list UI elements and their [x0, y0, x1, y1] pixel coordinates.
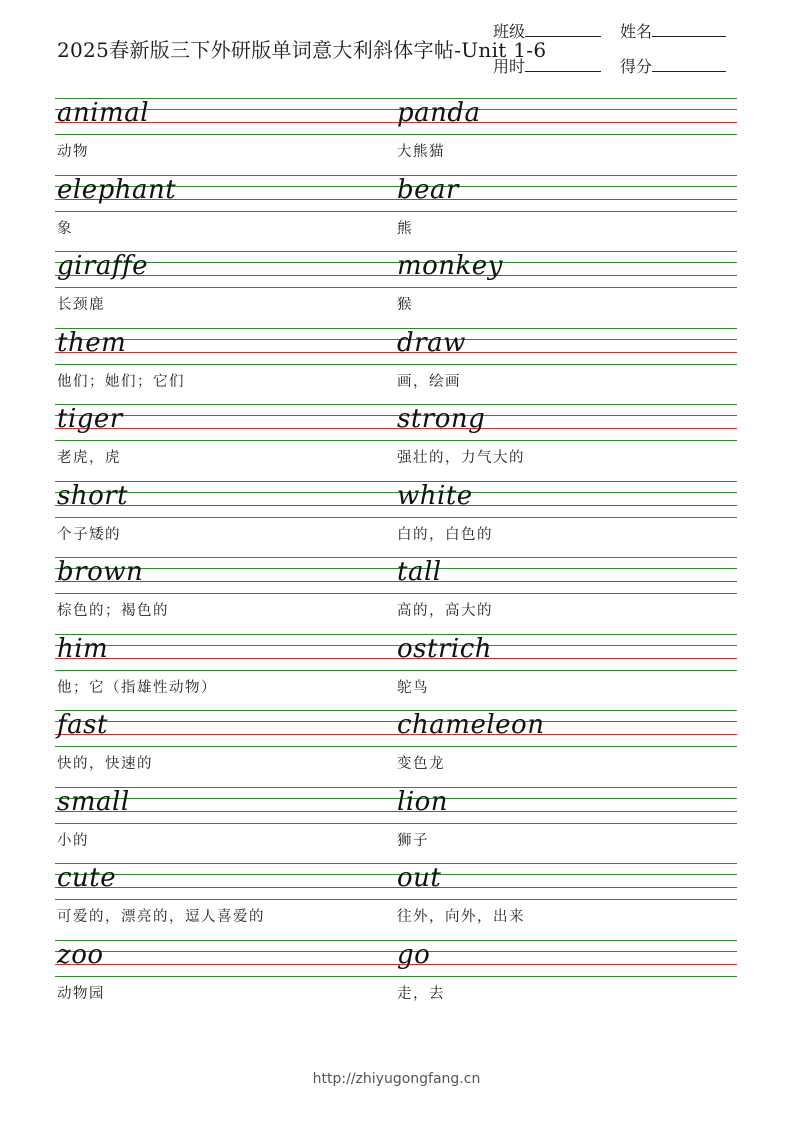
chinese-meaning: 猴 [397, 297, 413, 313]
english-word: him [57, 633, 109, 664]
practice-row [55, 708, 737, 785]
practice-row [55, 938, 737, 1015]
chinese-meaning: 画，绘画 [397, 373, 461, 390]
chinese-meaning: 走，去 [397, 985, 445, 1002]
class-blank[interactable] [525, 35, 601, 37]
practice-row [55, 632, 737, 709]
name-field [620, 19, 726, 42]
name-label: 姓名 [620, 22, 653, 41]
english-word: white [397, 480, 473, 511]
practice-row [55, 249, 737, 326]
chinese-meaning: 狮子 [397, 832, 429, 849]
practice-row [55, 555, 737, 632]
score-label: 得分 [620, 57, 653, 76]
english-word: monkey [397, 251, 503, 281]
english-word: animal [57, 98, 150, 128]
chinese-meaning: 变色龙 [397, 756, 445, 772]
english-word: strong [397, 404, 486, 434]
english-word: chameleon [397, 710, 545, 740]
chinese-meaning: 鸵鸟 [397, 679, 429, 696]
english-word: zoo [57, 939, 104, 970]
chinese-meaning: 大熊猫 [397, 144, 445, 160]
english-word: draw [397, 327, 466, 358]
english-word: panda [397, 98, 481, 128]
time-field [493, 54, 601, 77]
practice-row [55, 861, 737, 938]
four-line-grid [55, 708, 737, 748]
chinese-meaning: 象 [57, 220, 73, 237]
practice-row [55, 785, 737, 862]
class-field [493, 19, 601, 42]
english-word: out [397, 863, 442, 893]
practice-row [55, 402, 737, 479]
english-word: cute [57, 863, 117, 893]
time-blank[interactable] [525, 70, 601, 72]
practice-row [55, 173, 737, 250]
four-line-grid [55, 938, 737, 978]
four-line-grid [55, 479, 737, 519]
four-line-grid [55, 96, 737, 136]
page-title: 2025春新版三下外研版单词意大利斜体字帖-Unit 1-6 [57, 38, 547, 62]
english-word: fast [57, 710, 108, 740]
score-field [620, 54, 726, 77]
chinese-meaning: 往外，向外，出来 [397, 909, 525, 925]
english-word: tiger [57, 404, 123, 434]
four-line-grid [55, 249, 737, 289]
english-word: ostrich [397, 633, 492, 664]
english-word: them [57, 327, 127, 358]
time-label: 用时 [493, 57, 526, 76]
english-word: bear [397, 174, 459, 205]
chinese-meaning: 动物园 [57, 985, 105, 1002]
name-blank[interactable] [652, 35, 726, 37]
four-line-grid [55, 632, 737, 672]
chinese-meaning: 他；它（指雄性动物） [57, 679, 217, 696]
english-word: giraffe [57, 251, 149, 281]
chinese-meaning: 高的，高大的 [397, 603, 493, 619]
four-line-grid [55, 555, 737, 595]
practice-row [55, 96, 737, 173]
english-word: lion [397, 786, 449, 817]
chinese-meaning: 小的 [57, 832, 89, 849]
english-word: tall [397, 557, 442, 587]
chinese-meaning: 老虎，虎 [57, 450, 121, 466]
chinese-meaning: 可爱的，漂亮的，逗人喜爱的 [57, 909, 265, 925]
score-blank[interactable] [652, 70, 726, 72]
word-practice-grid [55, 96, 737, 1014]
english-word: elephant [57, 174, 177, 205]
chinese-meaning: 个子矮的 [57, 526, 121, 543]
chinese-meaning: 长颈鹿 [57, 297, 105, 313]
chinese-meaning: 快的，快速的 [57, 756, 153, 772]
chinese-meaning: 棕色的；褐色的 [57, 603, 169, 619]
chinese-meaning: 白的，白色的 [397, 526, 493, 543]
practice-row [55, 479, 737, 556]
english-word: short [57, 480, 129, 511]
chinese-meaning: 他们；她们；它们 [57, 373, 185, 390]
class-label: 班级 [493, 22, 526, 41]
four-line-grid [55, 326, 737, 366]
four-line-grid [55, 402, 737, 442]
english-word: brown [57, 557, 144, 587]
english-word: small [57, 786, 130, 817]
chinese-meaning: 动物 [57, 144, 89, 160]
four-line-grid [55, 785, 737, 825]
english-word: go [397, 939, 431, 970]
chinese-meaning: 强壮的，力气大的 [397, 450, 525, 466]
practice-row [55, 326, 737, 403]
chinese-meaning: 熊 [397, 220, 413, 237]
footer-url[interactable]: http://zhiyugongfang.cn [312, 1071, 481, 1087]
four-line-grid [55, 861, 737, 901]
